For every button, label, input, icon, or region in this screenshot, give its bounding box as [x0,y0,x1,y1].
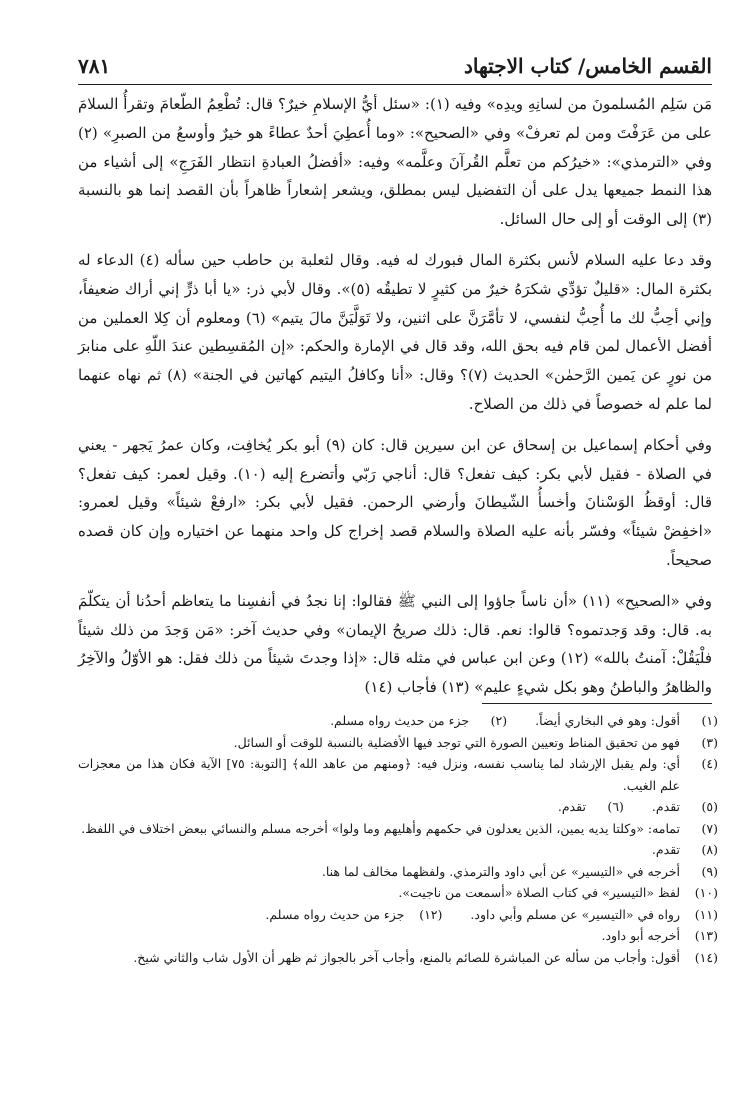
footnote-text: جزء من حديث رواه مسلم. [265,906,405,922]
footnote-text: جزء من حديث رواه مسلم. [330,713,470,728]
footnote [78,882,718,904]
footnote [652,796,718,818]
footnote-row [78,796,718,818]
footnote-number: (٣) [701,734,718,750]
footnote-text: أقول: وهو في البخاري أيضاً. [535,713,680,728]
footnote-number: (١٤) [694,949,718,965]
running-header [78,48,712,85]
footnote-row [78,904,718,926]
footnote-text: أخرجه في «التيسير» عن أبي داود والترمذي. ولفظهما مخالف لما هنا. [321,863,680,879]
footnote-text: فهو من تحقيق المناط وتعيين الصورة التي توجد فيها الأفضلية بالنسبة للوقت أو السائل. [233,734,680,750]
footnote-number: (٦) [607,799,624,814]
footnote-number: (٢) [490,713,508,728]
paragraph: وفي «الصحيح» (١١) «أن ناساً جاؤوا إلى النبي ﷺ فقالوا: إنا نجدُ في أنفسِنا ما يتعاظم أحدُنا أن يتكلّمَ به. قال: وقد وَجدتموه؟ قالوا: نعم. قال: ذلك صريحُ الإيمان» وفي حديث آخر: «مَن وَجدَ من ذلك شيئاً فلْيَقُلْ: آمنتُ بالله» (١٢) وعن ابن عباس في مثله قال: «إذا وجدتَ شيئاً من ذلك فقل: هو الأوّلُ والآخِرُ والظاهرُ والباطنُ وهو بكل شيءٍ عليم» (١٣) فأجاب (١٤) [78,591,712,697]
paragraph: مَن سَلِم المُسلمونَ من لسانِهِ ويدِه» وفيه (١): «سئل أيُّ الإسلامِ خيرٌ؟ قال: تُطْعِمُ الطّعامَ وتقرأُ السلامَ على من عَرَفْتَ ومن لم تعرفْ» وفي «الصحيح»: «وما أُعطِيَ أحدٌ عطاءً هو خيرٌ وأوسعُ من الصبرِ» (٢) وفي «الترمذي»: «خيرُكم من تعلَّم القُرآنَ وعلَّمه» وفيه: «أفضلُ العبادةِ انتظار الفَرَجِ» إلى أشياء من هذا النمط جميعها يدل على أن التفضيل ليس بمطلق، ويشعر إشعاراً ظاهراً بأن القصد إنما هو بالنسبة (٣) إلى الوقت أو إلى حال السائل. [78,95,712,229]
footnote-text: رواه في «التيسير» عن مسلم وأبي داود. [470,906,680,922]
footnote-text: تقدم. [651,799,680,814]
footnote [78,818,718,840]
page-number: ٧٨١ [78,54,111,78]
footnote-separator [482,703,712,704]
footnote [265,904,442,926]
footnote [78,732,718,754]
footnote-number: (٥) [701,799,718,814]
footnote-number: (٨) [701,842,718,857]
footnote [558,796,624,818]
footnote [78,925,718,947]
footnote-number: (٧) [701,820,718,836]
paragraph: وقد دعا عليه السلام لأنس بكثرة المال فبورك له فيه. وقال لثعلبة بن حاطب حين سأله (٤) الدعاء له بكثرة المال: «قليلٌ تؤدِّي شكرَهُ خيرٌ من كثيرٍ لا تطيقُه (٥)». وقال لأبي ذر: «يا أبا ذرٍّ إني أراك ضعيفاً، وإني أحِبُّ لك ما أُحِبُّ لنفسي، لا تأمَّرَنَّ على اثنين، ولا تَوَلَّيَنَّ مالَ يتيم» (٦) ومعلوم أن كِلا العملين من أفضل الأعمال لمن قام فيه بحق الله، وقد قال في الإمارة والحكم: «إن المُقسِطين عندَ اللّهِ على منابرَ من نورٍ عن يَمين الرَّحمٰن» الحديث (٧)؟ وقال: «أنا وكافلُ اليتيم كهاتين في الجنة» (٨) ثم نهاه عنهما لما علم له خصوصاً في ذلك من الصلاح. [78,250,712,413]
footnote-text: تمامه: «وكلتا يديه يمين، الذين يعدلون في حكمهم وأهليهم وما ولوا» أخرجه مسلم والنسائي ببعض اختلاف في اللفظ. [81,820,680,836]
footnote-text: لفظ «التيسير» في كتاب الصلاة «أسمعت من ناجيت». [398,885,680,900]
footnote-row [78,710,718,732]
footnote [330,710,507,732]
footnote-number: (١٠) [694,885,718,900]
footnote-text: أي: ولم يقبل الإرشاد لما يناسب نفسه، ونزل فيه: ﴿ومنهم من عاهد الله﴾ [التوبة: ٧٥] الآية فكان هذا من معجزات علم الغيب. [78,756,680,793]
footnote [470,904,718,926]
footnote [78,947,718,969]
footnote-number: (٤) [701,756,718,771]
footnote-number: (١) [701,713,718,728]
footnote-number: (١٣) [694,928,718,943]
footnote-number: (١٢) [419,906,443,922]
paragraph: وفي أحكام إسماعيل بن إسحاق عن ابن سيرين قال: كان (٩) أبو بكر يُخافِت، وكان عمرُ يَجهر - يعني في الصلاة - فقيل لأبي بكر: كيف تفعل؟ قال: أناجي رَبّي وأتضرع إليه (١٠). وقيل لعمر: كيف تفعل؟ قال: أوقظُ الوَسْنانَ وأخسأُ الشّيطانَ وأرضي الرحمن. فقيل لأبي بكر: «ارفعْ شيئاً» وقيل لعمرو: «اخفِضْ شيئاً» وفسّر بأنه عليه الصلاة والسلام قصد إخراج كل واحد منهما عن اختياره وإن كان قصده صحيحاً. [78,435,712,569]
footnote-number: (١١) [694,906,718,922]
footnote-text: تقدم. [651,842,680,857]
footnote-text: تقدم. [557,799,586,814]
header-title: القسم الخامس/ كتاب الاجتهاد [463,54,712,78]
main-text [78,90,712,714]
footnote [78,861,718,883]
footnote [78,839,718,861]
footnote-text: أخرجه أبو داود. [601,928,680,943]
footnote [535,710,718,732]
footnote-number: (٩) [701,863,718,879]
footnote [78,753,718,796]
footnotes [78,710,718,968]
footnote-text: أقول: وأجاب من سأله عن المباشرة للصائم بالمنع، وأجاب آخر بالجواز ثم ظهر أن الأول شاب والثاني شيخ. [133,949,680,965]
